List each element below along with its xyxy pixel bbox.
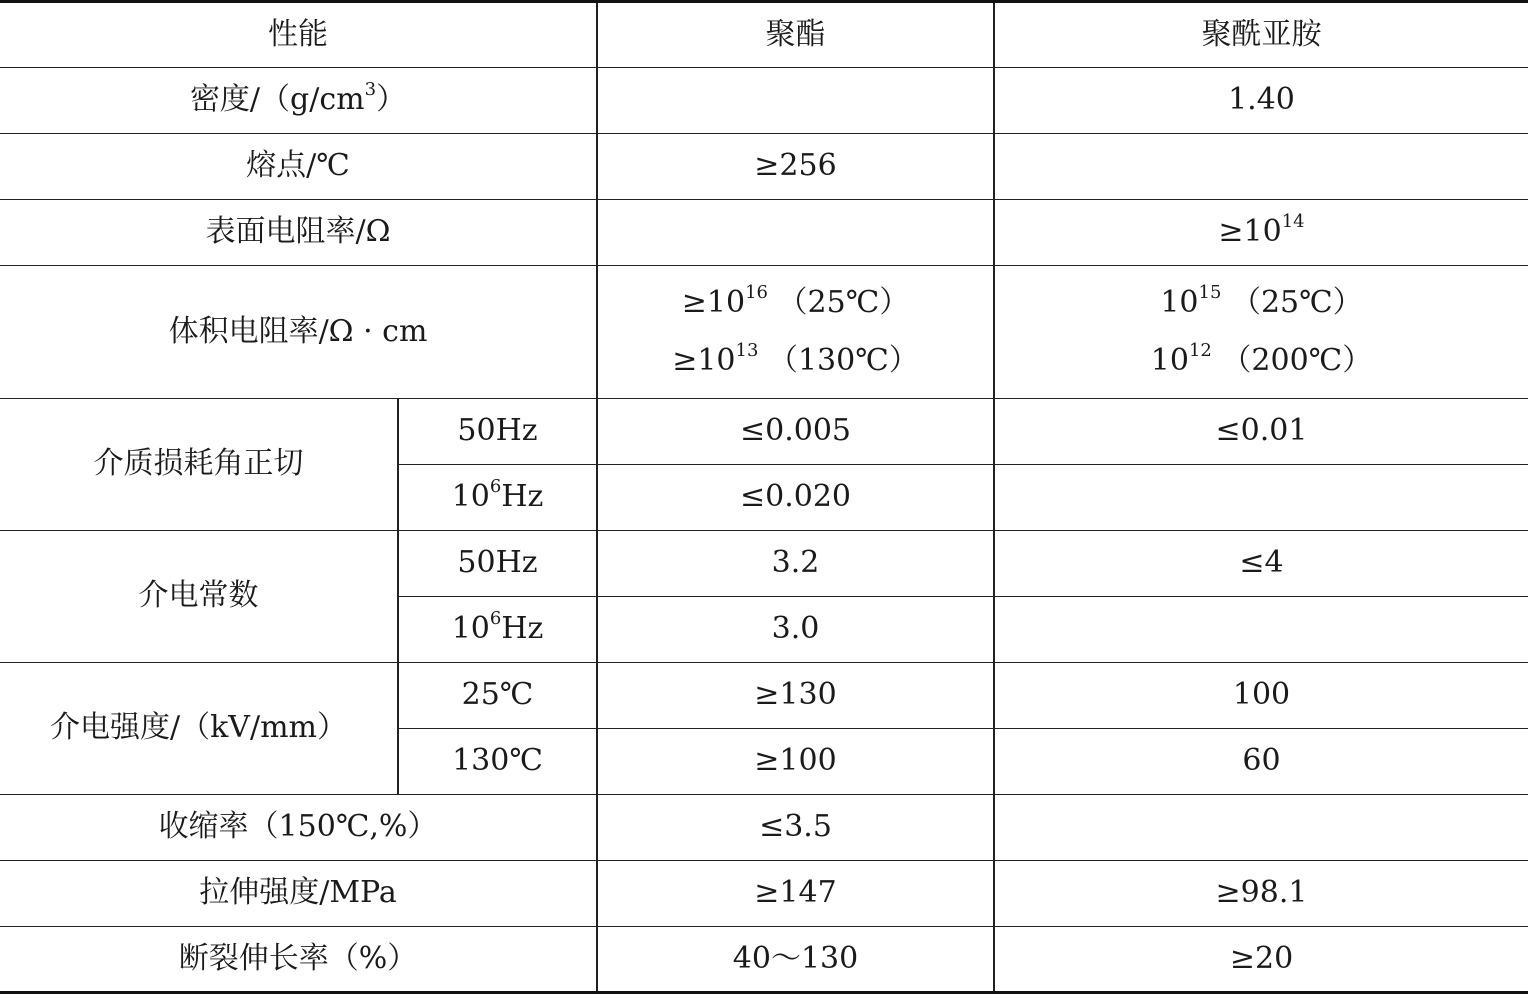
table-row [0, 134, 1528, 200]
table-row [0, 531, 1528, 597]
table-row [0, 399, 1528, 465]
table-row [0, 266, 1528, 399]
cell-strength-130c-polyester: ≥100 [597, 729, 994, 795]
cond-dielectric-loss-1e6hz: $10^6Hz$ [398, 465, 597, 531]
cell-shrinkage-polyimide [994, 795, 1528, 861]
cell-shrinkage-polyester: ≤3.5 [597, 795, 994, 861]
cell-loss-50hz-polyester: ≤0.005 [597, 399, 994, 465]
table-row [0, 663, 1528, 729]
row-label-volume-resistivity: 体积电阻率/Ω · cm [0, 266, 597, 399]
cell-loss-50hz-polyimide: ≤0.01 [994, 399, 1528, 465]
table-row [0, 795, 1528, 861]
cond-dielectric-constant-1e6hz: $10^6Hz$ [398, 597, 597, 663]
table-row [0, 200, 1528, 266]
table-row [0, 927, 1528, 993]
header-property: 性能 [0, 2, 597, 68]
cell-strength-25c-polyimide: 100 [994, 663, 1528, 729]
header-polyester: 聚酯 [597, 2, 994, 68]
cell-density-polyester [597, 68, 994, 134]
table-row [0, 861, 1528, 927]
row-label-dielectric-loss: 介质损耗角正切 [0, 399, 398, 531]
cell-loss-1e6hz-polyimide [994, 465, 1528, 531]
cell-volume-polyester: $\ge 10^{16}$ （25℃） $\ge 10^{13}$ （130℃） [597, 266, 994, 399]
cell-density-polyimide: 1.40 [994, 68, 1528, 134]
cell-constant-50hz-polyimide: ≤4 [994, 531, 1528, 597]
cell-constant-1e6hz-polyimide [994, 597, 1528, 663]
row-label-density: 密度$/(g/cm^3)$ [0, 68, 597, 134]
row-label-dielectric-strength: 介电强度/（kV/mm） [0, 663, 398, 795]
cell-strength-25c-polyester: ≥130 [597, 663, 994, 729]
cell-constant-1e6hz-polyester: 3.0 [597, 597, 994, 663]
cell-surface-polyester [597, 200, 994, 266]
cell-melting-polyimide [994, 134, 1528, 200]
cond-dielectric-loss-50hz: 50Hz [398, 399, 597, 465]
cell-melting-polyester: ≥256 [597, 134, 994, 200]
table-row [0, 68, 1528, 134]
cond-strength-25c: 25℃ [398, 663, 597, 729]
row-label-dielectric-constant: 介电常数 [0, 531, 398, 663]
cond-dielectric-constant-50hz: 50Hz [398, 531, 597, 597]
row-label-shrinkage: 收缩率（150℃,%） [0, 795, 597, 861]
header-polyimide: 聚酰亚胺 [994, 2, 1528, 68]
row-label-melting-point: 熔点/℃ [0, 134, 597, 200]
cell-volume-polyimide: $10^{15}$ （25℃） $10^{12}$ （200℃） [994, 266, 1528, 399]
row-label-surface-resistivity: 表面电阻率/Ω [0, 200, 597, 266]
cell-tensile-polyimide: ≥98.1 [994, 861, 1528, 927]
cell-constant-50hz-polyester: 3.2 [597, 531, 994, 597]
cell-elongation-polyimide: ≥20 [994, 927, 1528, 993]
cell-elongation-polyester: 40～130 [597, 927, 994, 993]
row-label-tensile-strength: 拉伸强度/MPa [0, 861, 597, 927]
row-label-elongation: 断裂伸长率（%） [0, 927, 597, 993]
cell-surface-polyimide: $\ge 10^{14}$ [994, 200, 1528, 266]
header-row [0, 2, 1528, 68]
cell-loss-1e6hz-polyester: ≤0.020 [597, 465, 994, 531]
cell-tensile-polyester: ≥147 [597, 861, 994, 927]
cond-strength-130c: 130℃ [398, 729, 597, 795]
cell-strength-130c-polyimide: 60 [994, 729, 1528, 795]
